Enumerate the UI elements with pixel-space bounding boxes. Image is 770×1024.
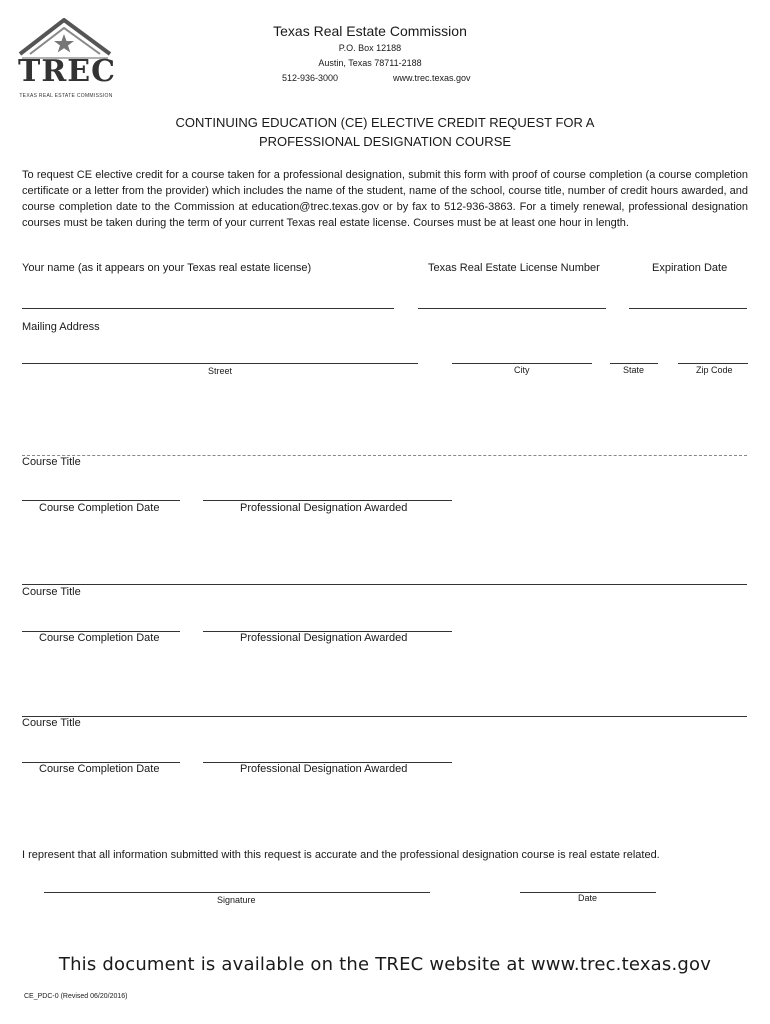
street-label: Street: [208, 366, 233, 376]
course-completion-date-label: Course Completion Date: [39, 502, 160, 514]
star-icon: [54, 34, 74, 53]
form-title-line2: PROFESSIONAL DESIGNATION COURSE: [258, 134, 512, 149]
form-title-line1: CONTINUING EDUCATION (CE) ELECTIVE CREDIT REQUEST FOR A: [175, 115, 595, 130]
city-field[interactable]: [452, 363, 592, 364]
org-name: Texas Real Estate Commission: [273, 23, 467, 39]
city-line: Austin, Texas 78711-2188: [318, 58, 422, 68]
website-link[interactable]: www.trec.texas.gov: [393, 73, 471, 83]
city-label: City: [514, 365, 530, 375]
designation-awarded-label: Professional Designation Awarded: [240, 502, 408, 514]
zip-code-field[interactable]: [678, 363, 748, 364]
course-completion-date-label: Course Completion Date: [39, 763, 160, 775]
course-title-field[interactable]: [22, 455, 747, 456]
zip-code-label: Zip Code: [696, 365, 733, 375]
designation-awarded-label: Professional Designation Awarded: [240, 763, 408, 775]
street-field[interactable]: [22, 363, 418, 364]
name-label: Your name (as it appears on your Texas real estate license): [22, 262, 312, 274]
trec-logo: [18, 18, 114, 102]
po-box: P.O. Box 12188: [338, 43, 402, 53]
course-title-field[interactable]: [22, 716, 747, 717]
course-completion-date-label: Course Completion Date: [39, 632, 160, 644]
course-completion-date-field[interactable]: [22, 500, 180, 501]
state-field[interactable]: [610, 363, 658, 364]
course-title-field[interactable]: [22, 584, 747, 585]
mailing-address-label: Mailing Address: [22, 321, 100, 333]
signature-date-label: Date: [578, 893, 598, 903]
logo-subtext: TEXAS REAL ESTATE COMMISSION: [19, 93, 113, 99]
certification-statement: I represent that all information submitted with this request is accurate and the professional designation course is real estate related.: [22, 849, 660, 861]
course-title-label: Course Title: [22, 717, 81, 729]
designation-awarded-field[interactable]: [203, 500, 452, 501]
license-number-field[interactable]: [418, 308, 606, 309]
instructions-paragraph: To request CE elective credit for a course taken for a professional designation, submit this form with proof of course completion (a course completion certificate or a letter from the provider) which includes the name of the student, name of the school, course title, number of credit hours awarded, and course completion date to the Commission at education@trec.texas.gov or by fax to 512-936-3863. For a timely renewal, professional designation courses must be taken during the term of your current Texas real estate license. Courses must be at least one hour in length.: [22, 169, 748, 229]
expiration-date-field[interactable]: [629, 308, 747, 309]
state-label: State: [623, 365, 645, 375]
course-title-label: Course Title: [22, 586, 81, 598]
signature-label: Signature: [217, 895, 256, 905]
logo-text: TREC: [18, 54, 116, 89]
designation-awarded-label: Professional Designation Awarded: [240, 632, 408, 644]
signature-field[interactable]: [44, 892, 430, 893]
license-number-label: Texas Real Estate License Number: [428, 262, 600, 274]
phone-number: 512-936-3000: [282, 73, 339, 83]
name-field[interactable]: [22, 308, 394, 309]
expiration-date-label: Expiration Date: [652, 262, 728, 274]
course-title-label: Course Title: [22, 456, 81, 468]
website-availability-banner: This document is available on the TREC website at www.trec.texas.gov: [58, 954, 712, 975]
form-id: CE_PDC-0 (Revised 06/20/2016): [24, 993, 128, 1000]
